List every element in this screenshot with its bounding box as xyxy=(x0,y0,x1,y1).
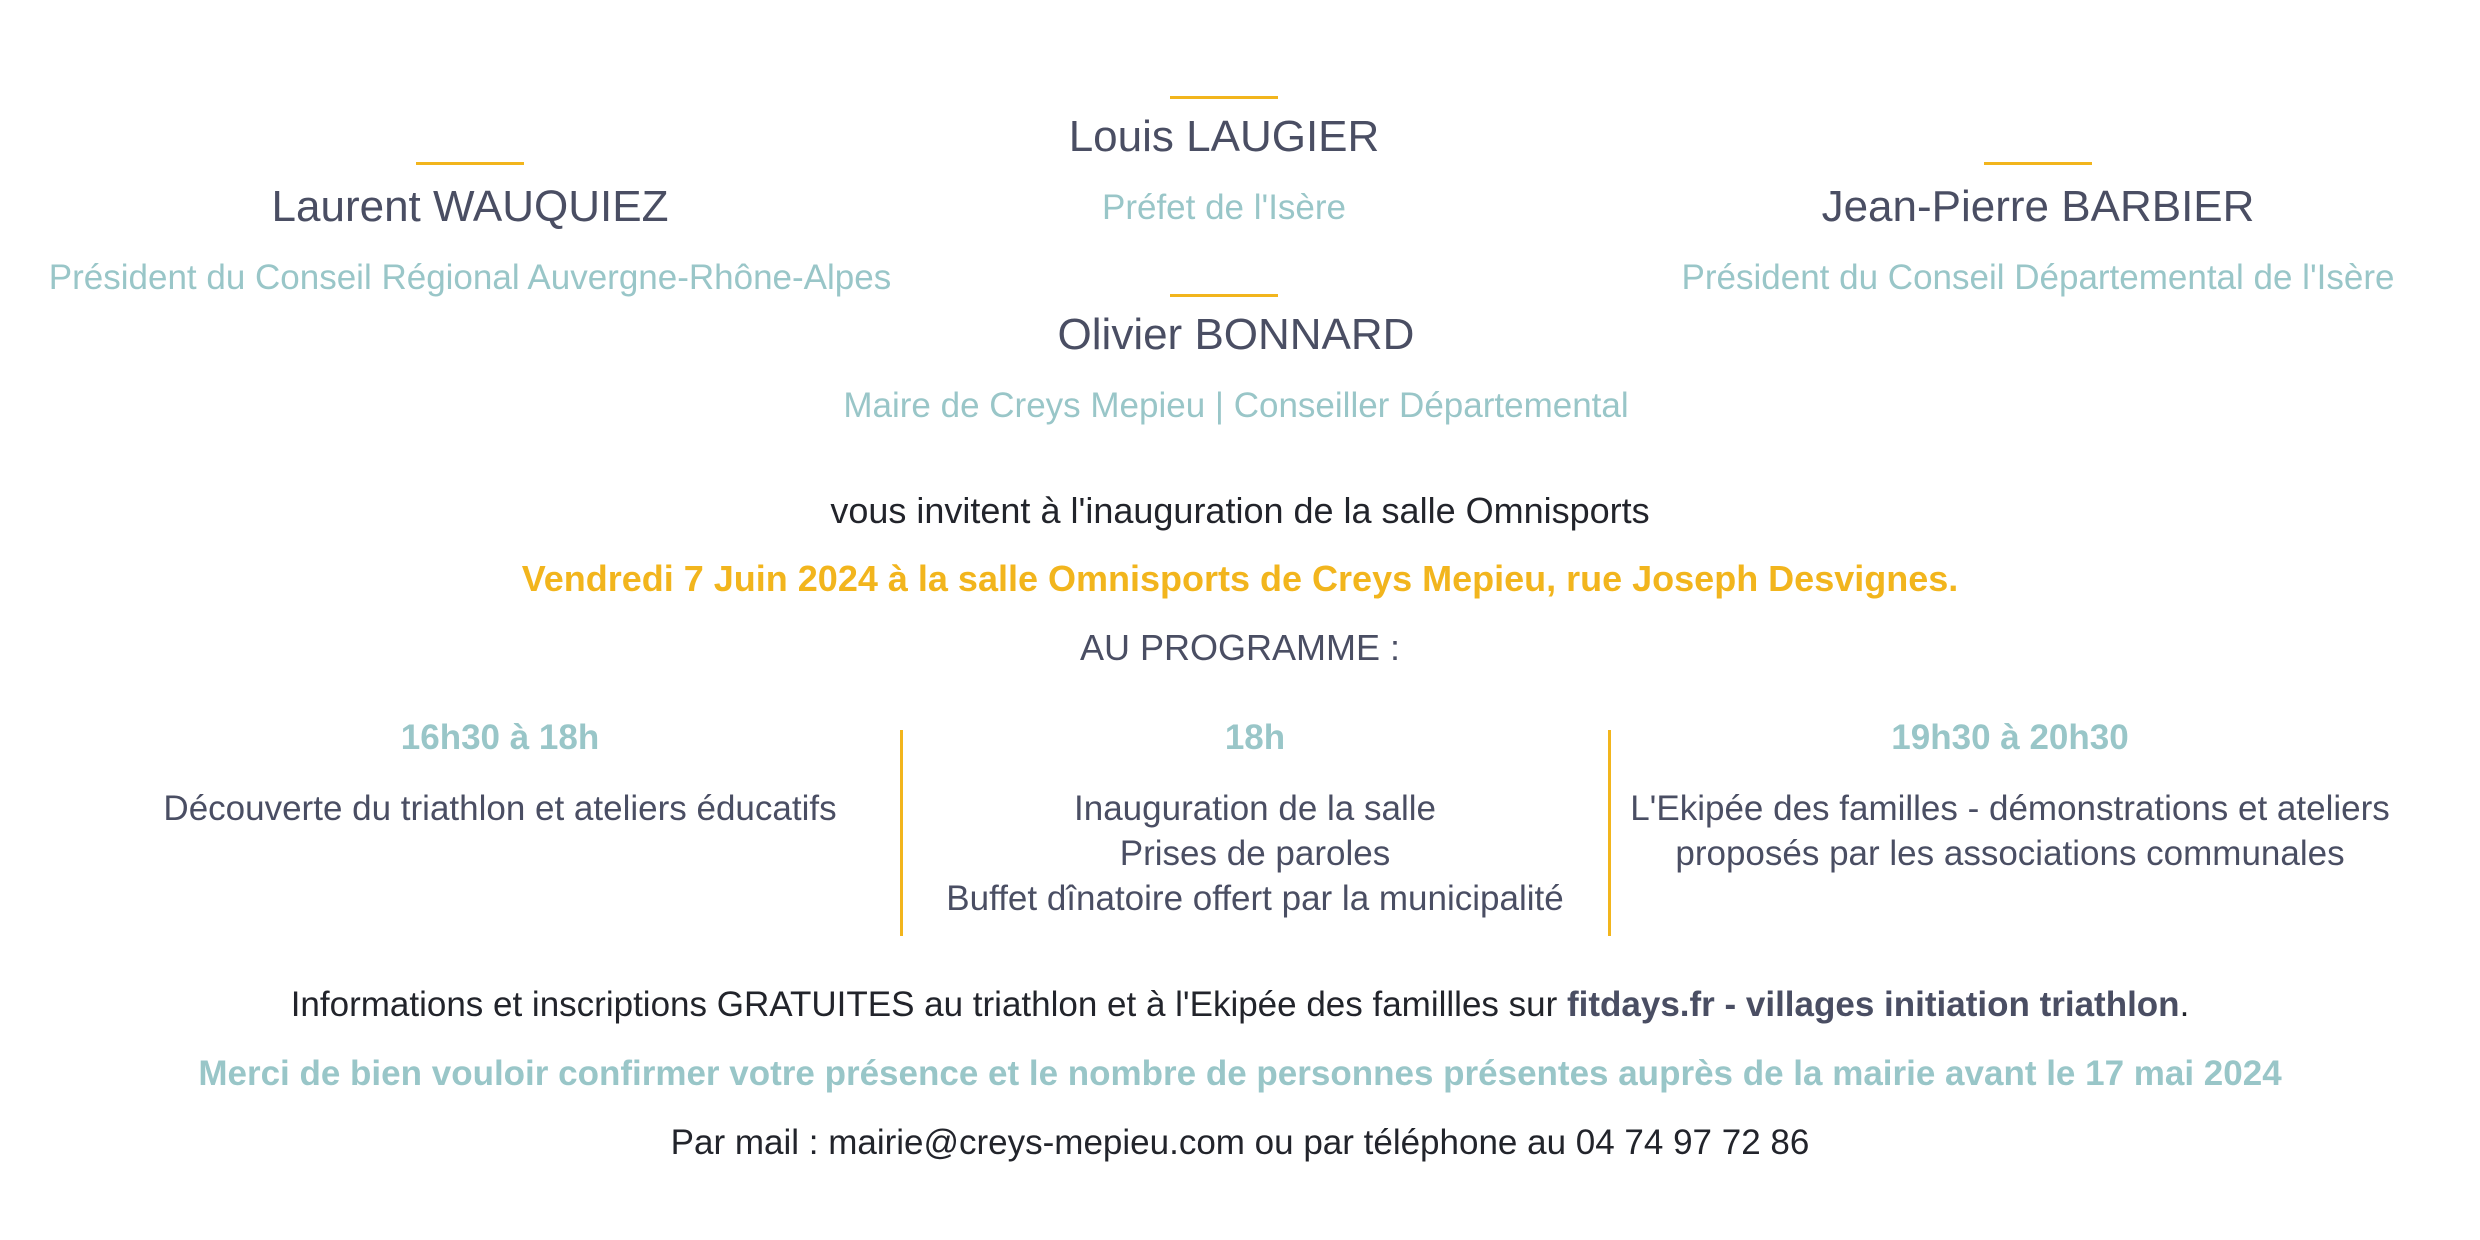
program-time: 18h xyxy=(1224,718,1286,757)
program-divider xyxy=(1608,730,1611,936)
program-title: AU PROGRAMME : xyxy=(1079,627,1401,668)
program-item: proposés par les associations communales xyxy=(1675,834,2345,873)
official-role-wauquiez: Président du Conseil Régional Auvergne-Rhône-Alpes xyxy=(48,258,892,297)
program-item: Inauguration de la salle xyxy=(1074,789,1436,828)
program-divider xyxy=(900,730,903,936)
program-items xyxy=(1620,786,2400,876)
official-role-bonnard: Maire de Creys Mepieu | Conseiller Départemental xyxy=(843,386,1629,425)
rsvp-notice: Merci de bien vouloir confirmer votre présence et le nombre de personnes présentes auprès de la mairie avant le 17 mai 2024 xyxy=(198,1054,2282,1093)
program-time: 16h30 à 18h xyxy=(400,718,600,757)
program-time: 19h30 à 20h30 xyxy=(1891,718,2129,757)
accent-rule-wauquiez xyxy=(416,162,524,165)
program-column-1 xyxy=(120,716,880,831)
program-items xyxy=(120,786,880,831)
program-items xyxy=(910,786,1600,921)
official-name-wauquiez: Laurent WAUQUIEZ xyxy=(271,182,669,231)
registration-info xyxy=(0,985,2480,1025)
official-name-barbier: Jean-Pierre BARBIER xyxy=(1821,182,2255,231)
registration-info-end: . xyxy=(2179,985,2190,1024)
program-item: L'Ekipée des familles - démonstrations et ateliers xyxy=(1630,789,2390,828)
accent-rule-bonnard xyxy=(1170,294,1278,297)
official-name-laugier: Louis LAUGIER xyxy=(1068,112,1380,161)
official-role-barbier: Président du Conseil Départemental de l'Isère xyxy=(1681,258,2395,297)
invitation-date-place: Vendredi 7 Juin 2024 à la salle Omnisports de Creys Mepieu, rue Joseph Desvignes. xyxy=(521,558,1959,599)
invitation-intro: vous invitent à l'inauguration de la salle Omnisports xyxy=(830,490,1650,531)
accent-rule-barbier xyxy=(1984,162,2092,165)
registration-link[interactable]: fitdays.fr - villages initiation triathlon xyxy=(1566,985,2180,1024)
program-column-3 xyxy=(1620,716,2400,876)
program-column-2 xyxy=(910,716,1600,921)
accent-rule-laugier xyxy=(1170,96,1278,99)
official-role-laugier: Préfet de l'Isère xyxy=(1101,188,1347,227)
program-item: Découverte du triathlon et ateliers éducatifs xyxy=(163,789,837,828)
official-name-bonnard: Olivier BONNARD xyxy=(1057,310,1415,359)
contact-info: Par mail : mairie@creys-mepieu.com ou par téléphone au 04 74 97 72 86 xyxy=(670,1123,1810,1162)
program-item: Prises de paroles xyxy=(1119,834,1391,873)
program-item: Buffet dînatoire offert par la municipalité xyxy=(946,879,1564,918)
registration-info-text: Informations et inscriptions GRATUITES au triathlon et à l'Ekipée des famillles sur xyxy=(290,985,1567,1024)
